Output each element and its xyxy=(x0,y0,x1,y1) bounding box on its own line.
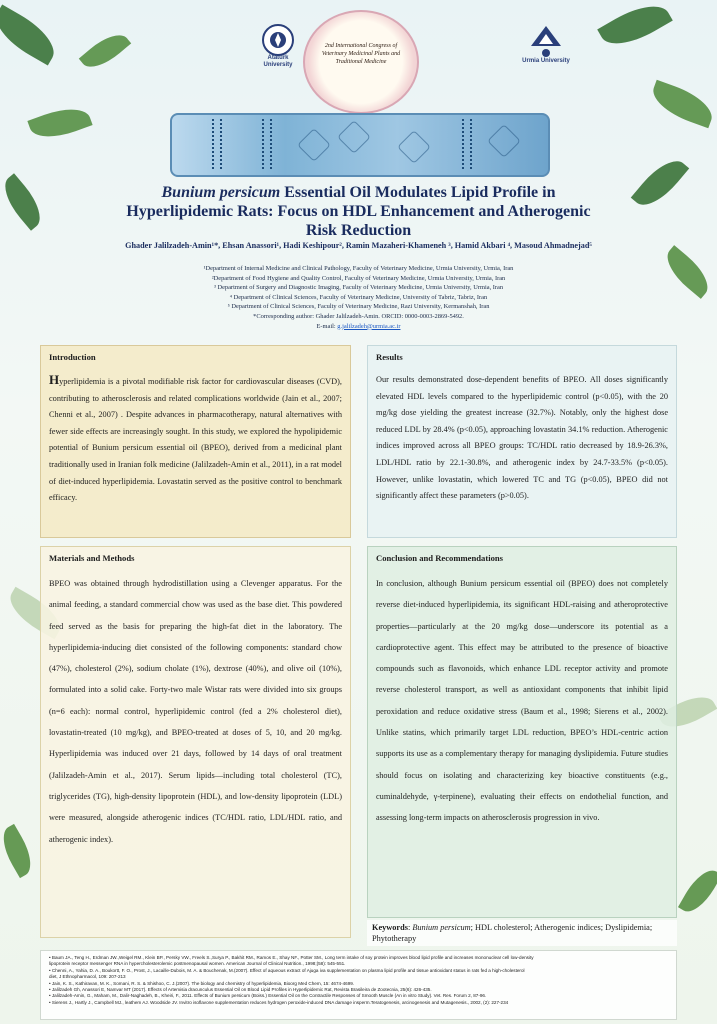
email-link[interactable]: g.jalilzadeh@urmia.ac.ir xyxy=(337,322,401,330)
reference-line: • Jain, K. S., Kathiravan, M. K., Somani, R. S. & Shishoo, C. J.(2007). The biology and chemistry of hyperlipidemia, Bioorg Med Chem, 15: 4674-4699. xyxy=(49,980,355,986)
leaf-decoration xyxy=(79,27,131,76)
methods-text: BPEO was obtained through hydrodistillation using a Clevenger apparatus. For the animal feeding, a standard commercial chow was used as the base diet. This powdered feed served as the basis for preparing the high-fat diet in the laboratory. The hyperlipidemia-inducing diet consisted of the following components: standard chow (47%), cholesterol (2%), sodium cholate (1%), dextrose (40%), and olive oil (10%), formulated into a solid cake. Forty-two male Wistar rats were divided into six groups (n=6 each): normal control, hyperlipidemic control (fed a 2% cholesterol diet), lovastatin-treated (10 mg/kg), and BPEO-treated at doses of 5, 10, and 20 mg/kg. Hyperlipidemia was induced over 21 days, followed by 14 days of oral treatment (Jalilzadeh-Amin et al., 2017). Serum lipids—including total cholesterol (TC), triglycerides (TG), high-density lipoprotein (HDL), and low-density lipoprotein (LDL) were measured, alongside atherogenic indices (TC/HDL ratio, LDL/HDL ratio, and atherogenic index). xyxy=(49,579,342,844)
corresponding-author: *Corresponding author: Ghader Jalilzadeh-Amin. ORCID: 0000-0003-2869-5492. xyxy=(253,312,464,320)
urmia-university-label: Urmia University xyxy=(522,58,570,64)
leaf-decoration xyxy=(647,80,717,129)
conclusion-section xyxy=(367,546,677,918)
affiliation-4: ⁴ Department of Clinical Sciences, Faculty of Veterinary Medicine, University of Tabriz, Tabriz, Iran xyxy=(229,293,488,301)
affiliation-5: ⁵ Department of Clinical Sciences, Faculty of Veterinary Medicine, Razi University, Kermanshah, Iran xyxy=(227,303,490,311)
reference-line: • Chenni, A., Yahia, D. A., Boukortt, F. O., Prost, J., Lacaille-Dubois, M. A. & Bouchenak, M.(2007). Effect of aqueous extract of Ajuga iva supplementation on plasma lipid profile and tissue antioxidant status in rats fed a high-cholesterol xyxy=(49,967,525,973)
congress-title: 2nd International Congress of Veterinary Medicinal Plants and Traditional Medicine xyxy=(321,43,401,65)
author-list: Ghader Jalilzadeh-Amin¹*, Ehsan Anassori¹, Hadi Keshipour², Ramin Mazaheri-Khameneh ³, Hamid Akbari ⁴, Masoud Ahmadnejad⁵ xyxy=(125,241,592,250)
keywords-colon: : xyxy=(407,923,413,932)
reference-line: • Baum JA., Teng H., Erdman JW.,Weigel RM., Klein BP., Persky VW., Freels S.,Surya P., Bakhit RM., Ramos E., Shay NF., Potter SM., Long term intake of soy protein improves blood lipid profile and increases mononuclear cell low-density xyxy=(49,955,534,960)
congress-logo xyxy=(303,10,419,114)
poster-title xyxy=(110,183,607,240)
leaf-decoration xyxy=(597,0,673,55)
introduction-dropcap: H xyxy=(49,372,60,387)
molecule-icon xyxy=(297,128,331,162)
leaf-decoration xyxy=(659,245,717,299)
references xyxy=(40,950,677,1020)
affiliation-3: ³ Department of Surgery and Diagnostic Imaging, Faculty of Veterinary Medicine, Urmia University, Urmia, Iran xyxy=(213,284,504,292)
keywords-label: Keywords xyxy=(372,923,408,932)
leaf-decoration xyxy=(678,864,717,918)
title-species: Bunium persicum xyxy=(161,184,281,201)
molecule-icon xyxy=(337,120,371,154)
ataturk-university-label: Atatürk University xyxy=(263,55,293,68)
molecule-icon xyxy=(397,130,431,164)
methods-heading: Materials and Methods xyxy=(49,553,135,563)
molecule-icon xyxy=(487,124,521,158)
introduction-text xyxy=(49,372,342,507)
keywords-box xyxy=(367,920,677,946)
leaf-decoration xyxy=(0,824,39,878)
results-section xyxy=(367,345,677,538)
reference-line: diet, J Ethnopharmacol, 109: 207-213 xyxy=(49,974,126,980)
affiliation-2: ²Department of Food Hygiene and Quality Control, Faculty of Veterinary Medicine, Urmia University, Urmia, Iran xyxy=(211,274,506,282)
keywords-list: ; HDL cholesterol; Atherogenic indices; Dyslipidemia; Phytotherapy xyxy=(372,923,653,943)
reference-line: lipoprotein receptor messenger RNA in hypercholesterolemic postmenopausal women. American Journal of Clinical Nutrition., 1998;(58): 545-551. xyxy=(49,961,346,967)
dna-icon xyxy=(262,119,272,169)
introduction-section xyxy=(40,345,351,538)
reference-line: • Jalilzadeh Gh, Anassori E, Namvar MT (2017). Effects of Artemisia dracunculus Essential Oil on Blood Lipid Profiles in Hyperlipidemic Rat, Revista Brasileira de Zootecnia, 25(6): 426-435. xyxy=(49,987,432,993)
email-line xyxy=(80,322,637,332)
reference-line: • Sierens J., Hartly J., Campbell MJ., leathem AJ. Woodside JV. Invitro isoflavone supplementation reduces hydrogen peroxide-induced DNA damage insperm.Teratogenesis, arcinogenesis and Mutagenesis., 2002, (2): 227-234 xyxy=(49,999,509,1005)
email-label: E-mail: xyxy=(316,322,338,330)
title-text: Essential Oil Modulates Lipid Profile in Hyperlipidemic Rats: Focus on HDL Enhancement and Atherogenic Risk Reduction xyxy=(126,184,591,239)
results-text: Our results demonstrated dose-dependent benefits of BPEO. All doses significantly elevated HDL levels compared to the hyperlipidemic control (p<0.05), with the 20 mg/kg dose yielding the greatest increase (32.7%). Notably, only the highest dose reduced LDL by 28.4% (p<0.05), approaching lovastatin 34.1% reduction. Atherogenic indices improved across all BPEO groups: TC/HDL ratio decreased by 18.9-26.3%, LDL/HDL ratio by 22.1-30.8%, and atherogenic index by 24.7-33.5% (p<0.05). However, unlike lovastatin, which lowered TC and TG (p<0.05), BPEO did not significantly affect these parameters (p>0.05). xyxy=(376,375,668,501)
methods-section xyxy=(40,546,351,938)
reference-line: • Jalilzadeh-Amin, G., Maham, M., Dalir-Naghadeh, B., Kheiri, F., 2011. Effects of Bunium persicum (Boiss.) Essential Oil on the Contractile Responses of Smooth Muscle (An in vitro Study). Vet. Res. Forum 2, 87-96. xyxy=(49,993,487,999)
leaf-decoration xyxy=(0,173,49,231)
introduction-body: yperlipidemia is a pivotal modifiable risk factor for cardiovascular diseases (CVD), contributing to atherosclerosis and related complications worldwide (Jain et al., 2007; Chenni et al., 2007) . Despite advances in pharmacotherapy, natural alternatives with fewer side effects are increasingly sought. In this study, we explored the hypolipidemic potential of Bunium persicum essential oil (BPEO), derived from a medicinal plant traditionally used in Iranian folk medicine (Jalilzadeh-Amin et al., 2011), in a rat model of diet-induced hyperlipidemia. Lovastatin served as the positive control to benchmark efficacy. xyxy=(49,377,342,503)
affiliations xyxy=(80,264,637,331)
results-heading: Results xyxy=(376,352,403,362)
dna-icon xyxy=(212,119,222,169)
conclusion-text: In conclusion, although Bunium persicum essential oil (BPEO) does not completely reverse diet-induced hyperlipidemia, its significant HDL-raising and atheroprotective properties—particularly at the 20 mg/kg dose—underscore its potential as a cardioprotective agent. This effect may be attributed to the presence of bioactive compounds such as flavonoids, which enhance LDL receptor activity and promote reverse cholesterol transport, as well as antioxidant components that inhibit lipid peroxidation and reduce oxidative stress (Baum et al., 1998; Sierens et al., 2002). Unlike statins, which primarily target LDL reduction, BPEO’s HDL-centric action supports its use as a complementary therapy for managing dyslipidemia. Future studies should focus on isolating and characterizing key bioactive constituents (e.g., cuminaldehyde, γ-terpinene), evaluating their effects on endothelial function, and assessing long-term impacts on atherosclerosis progression in vivo. xyxy=(376,579,668,823)
leaf-decoration xyxy=(27,101,92,146)
affiliation-1: ¹Department of Internal Medicine and Clinical Pathology, Faculty of Veterinary Medicine, Urmia University, Urmia, Iran xyxy=(203,265,514,272)
keyword-species: Bunium persicum xyxy=(412,923,471,932)
leaf-decoration xyxy=(0,5,63,66)
introduction-heading: Introduction xyxy=(49,352,96,362)
leaf-decoration xyxy=(631,152,689,215)
conclusion-heading: Conclusion and Recommendations xyxy=(376,553,504,563)
header-banner-image xyxy=(170,113,550,177)
dna-icon xyxy=(462,119,472,169)
